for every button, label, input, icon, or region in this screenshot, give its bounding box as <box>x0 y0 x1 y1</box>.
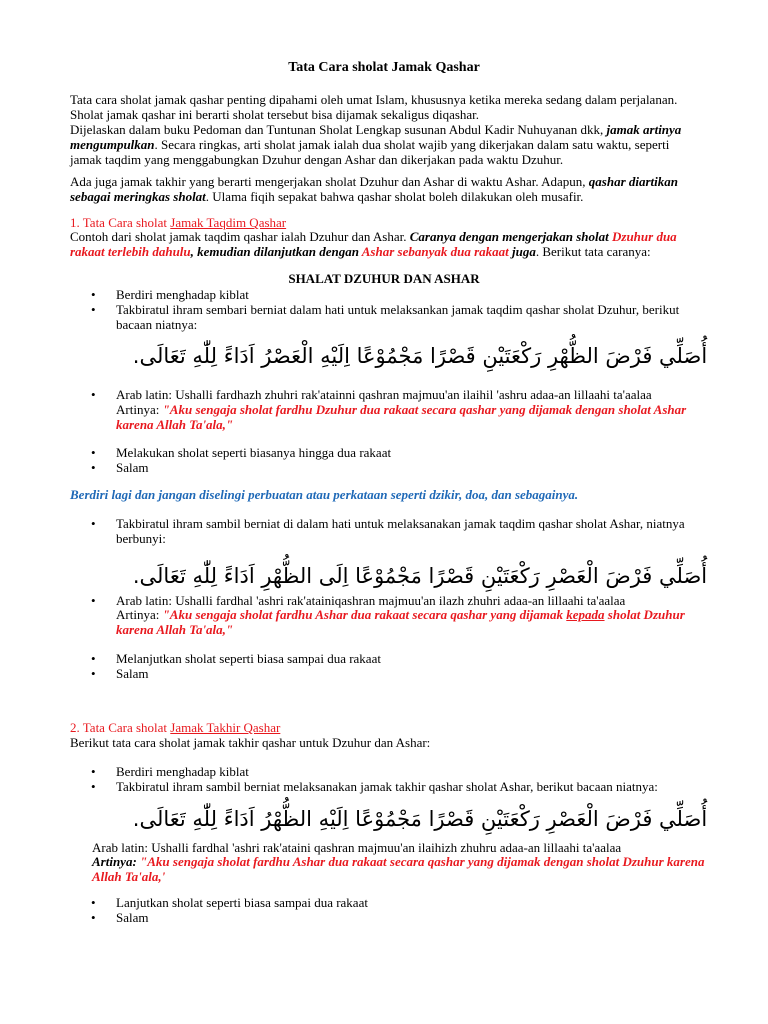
section-2-heading-link[interactable]: Jamak Takhir Qashar <box>170 720 281 735</box>
section-1-desc-d: , kemudian dilanjutkan dengan <box>190 244 362 259</box>
section-1-latin-block-2 <box>70 593 710 608</box>
latin-label: Arab latin: <box>116 593 176 608</box>
section-1-desc-a: Contoh dari sholat jamak taqdim qashar ialah Dzuhur dan Ashar. <box>70 229 410 244</box>
section-1-desc-c: Dzuhur dua rakaat terlebih dahulu <box>70 229 677 259</box>
section-1-subheading: SHALAT DZUHUR DAN ASHAR <box>288 271 480 286</box>
artinya-label: Artinya: <box>116 402 163 417</box>
list-item: • Melanjutkan sholat seperti biasa sampai dua rakaat <box>70 651 710 666</box>
intro-paragraph <box>70 92 702 167</box>
latin-label: Arab latin: <box>92 840 152 855</box>
artinya-label: Artinya: <box>116 607 163 622</box>
intro-text-1: Tata cara sholat jamak qashar penting dipahami oleh umat Islam, khususnya ketika mereka sedang dalam perjalanan. Sholat jamak qashar ini berarti sholat tersebut bisa dijamak sekaligus diqashar. <box>70 92 678 122</box>
latin-3 <box>92 840 712 855</box>
section-1-description <box>70 229 702 259</box>
latin-label: Arab latin: <box>116 387 176 402</box>
artinya-text-c: sholat Dzuhur karena Allah Ta'ala," <box>116 607 685 637</box>
arabic-niat-dzuhur: أُصَلِّي فَرْضَ الظُّهْرِ رَكْعَتَيْنِ قَصْرًا مَجْمُوْعًا اِلَيْهِ الْعَصْرُ اَدَاءً لِلّٰهِ تَعَالَى. <box>132 344 708 368</box>
list-item <box>70 593 710 608</box>
list-item <box>70 387 710 402</box>
section-1-desc-f: juga <box>508 244 536 259</box>
section-1-steps-d <box>70 651 710 681</box>
section-1-steps-b <box>70 445 710 475</box>
intro-text-3c: . Ulama fiqih sepakat bahwa qashar sholat boleh dilakukan oleh musafir. <box>205 189 584 204</box>
section-1-desc-g: . Berikut tata caranya: <box>535 244 651 259</box>
artinya-text: "Aku sengaja sholat fardhu Dzuhur dua rakaat secara qashar yang dijamak dengan sholat Ashar karena Allah Ta'ala," <box>116 402 687 432</box>
section-1-desc-e: Ashar sebanyak dua rakaat <box>361 244 509 259</box>
list-item: • Melakukan sholat seperti biasanya hingga dua rakaat <box>70 445 710 460</box>
artinya-3 <box>92 854 712 884</box>
section-2-description: Berikut tata cara sholat jamak takhir qashar untuk Dzuhur dan Ashar: <box>70 735 431 750</box>
section-1-steps-c <box>70 516 710 546</box>
intro-text-2c: . Secara ringkas, arti sholat jamak ialah dua sholat wajib yang dikerjakan dalam satu waktu, seperti jamak taqdim yang menggabungkan Dzuhur dengan Ashar dan dikerjakan pada waktu Dzuhur. <box>70 137 670 167</box>
list-item: • Lanjutkan sholat seperti biasa sampai dua rakaat <box>70 895 710 910</box>
section-1-heading-link[interactable]: Jamak Taqdim Qashar <box>170 215 287 230</box>
section-2-heading <box>70 720 702 735</box>
section-1-note: Berdiri lagi dan jangan diselingi perbuatan atau perkataan seperti dzikir, doa, dan sebagainya. <box>70 487 579 502</box>
artinya-text-a: "Aku sengaja sholat fardhu Ashar dua rakaat secara qashar yang dijamak <box>162 607 567 622</box>
artinya-label: Artinya: <box>92 854 141 869</box>
section-2-heading-prefix: 2. Tata Cara sholat <box>70 720 171 735</box>
intro-paragraph-2 <box>70 174 702 204</box>
list-item: • Takbiratul ihram sembari berniat dalam hati untuk melaksankan jamak taqdim qashar sholat Dzuhur, berikut bacaan niatnya: <box>70 302 710 332</box>
page-title: Tata Cara sholat Jamak Qashar <box>288 60 480 75</box>
list-item: • Salam <box>70 910 710 925</box>
intro-text-2a: Dijelaskan dalam buku Pedoman dan Tuntunan Sholat Lengkap susunan Abdul Kadir Nuhuyanan dkk, <box>70 122 607 137</box>
list-item: • Berdiri menghadap kiblat <box>70 287 710 302</box>
intro-text-3b: qashar diartikan sebagai meringkas sholat <box>70 174 679 204</box>
latin-text: Ushalli fardhazh zhuhri rak'atainni qashran majmuu'an ilaihil 'ashru adaa-an lillaahi ta'aalaa <box>175 387 652 402</box>
arabic-niat-ashar: أُصَلِّي فَرْضَ الْعَصْرِ رَكْعَتَيْنِ قَصْرًا مَجْمُوْعًا اِلَى الظُّهْرِ اَدَاءً لِلّٰهِ تَعَالَى. <box>132 564 708 588</box>
section-1-heading-prefix: 1. Tata Cara sholat <box>70 215 171 230</box>
intro-text-3a: Ada juga jamak takhir yang berarti mengerjakan sholat Dzuhur dan Ashar di waktu Ashar. Adapun, <box>70 174 589 189</box>
list-item: • Takbiratul ihram sambil berniat di dalam hati untuk melaksanakan jamak taqdim qashar sholat Ashar, niatnya berbunyi: <box>70 516 710 546</box>
arabic-niat-takhir: أُصَلِّي فَرْضَ الْعَصْرِ رَكْعَتَيْنِ قَصْرًا مَجْمُوْعًا اِلَيْهِ الظُّهْرُ اَدَاءً لِلّٰهِ تَعَالَى. <box>132 807 708 831</box>
artinya-link-kepada[interactable]: kepada <box>566 607 605 622</box>
section-2-steps-a <box>70 764 710 794</box>
artinya-text: "Aku sengaja sholat fardhu Ashar dua rakaat secara qashar yang dijamak dengan sholat Dzuhur karena Allah Ta'ala,' <box>92 854 705 884</box>
section-2-steps-b <box>70 895 710 925</box>
section-1-desc-b: Caranya dengan mengerjakan sholat <box>409 229 612 244</box>
section-1-heading <box>70 215 702 230</box>
section-1-steps-a <box>70 287 710 332</box>
list-item: • Takbiratul ihram sambil berniat melaksanakan jamak takhir qashar sholat Ashar, berikut bacaan niatnya: <box>70 779 710 794</box>
latin-text: Ushalli fardhal 'ashri rak'ataini qashran majmuu'an ilaihizh zhuhru adaa-an lillaahi ta'aalaa <box>151 840 622 855</box>
intro-text-2b: jamak artinya mengumpulkan <box>70 122 682 152</box>
list-item: • Berdiri menghadap kiblat <box>70 764 710 779</box>
latin-text: Ushalli fardhal 'ashri rak'atainiqashran majmuu'an ilazh zhuhri adaa-an lillaahi ta'aalaa <box>175 593 626 608</box>
list-item: • Salam <box>70 666 710 681</box>
artinya-1 <box>116 402 716 432</box>
section-1-latin-block <box>70 387 710 402</box>
list-item: • Salam <box>70 460 710 475</box>
artinya-2 <box>116 607 716 637</box>
